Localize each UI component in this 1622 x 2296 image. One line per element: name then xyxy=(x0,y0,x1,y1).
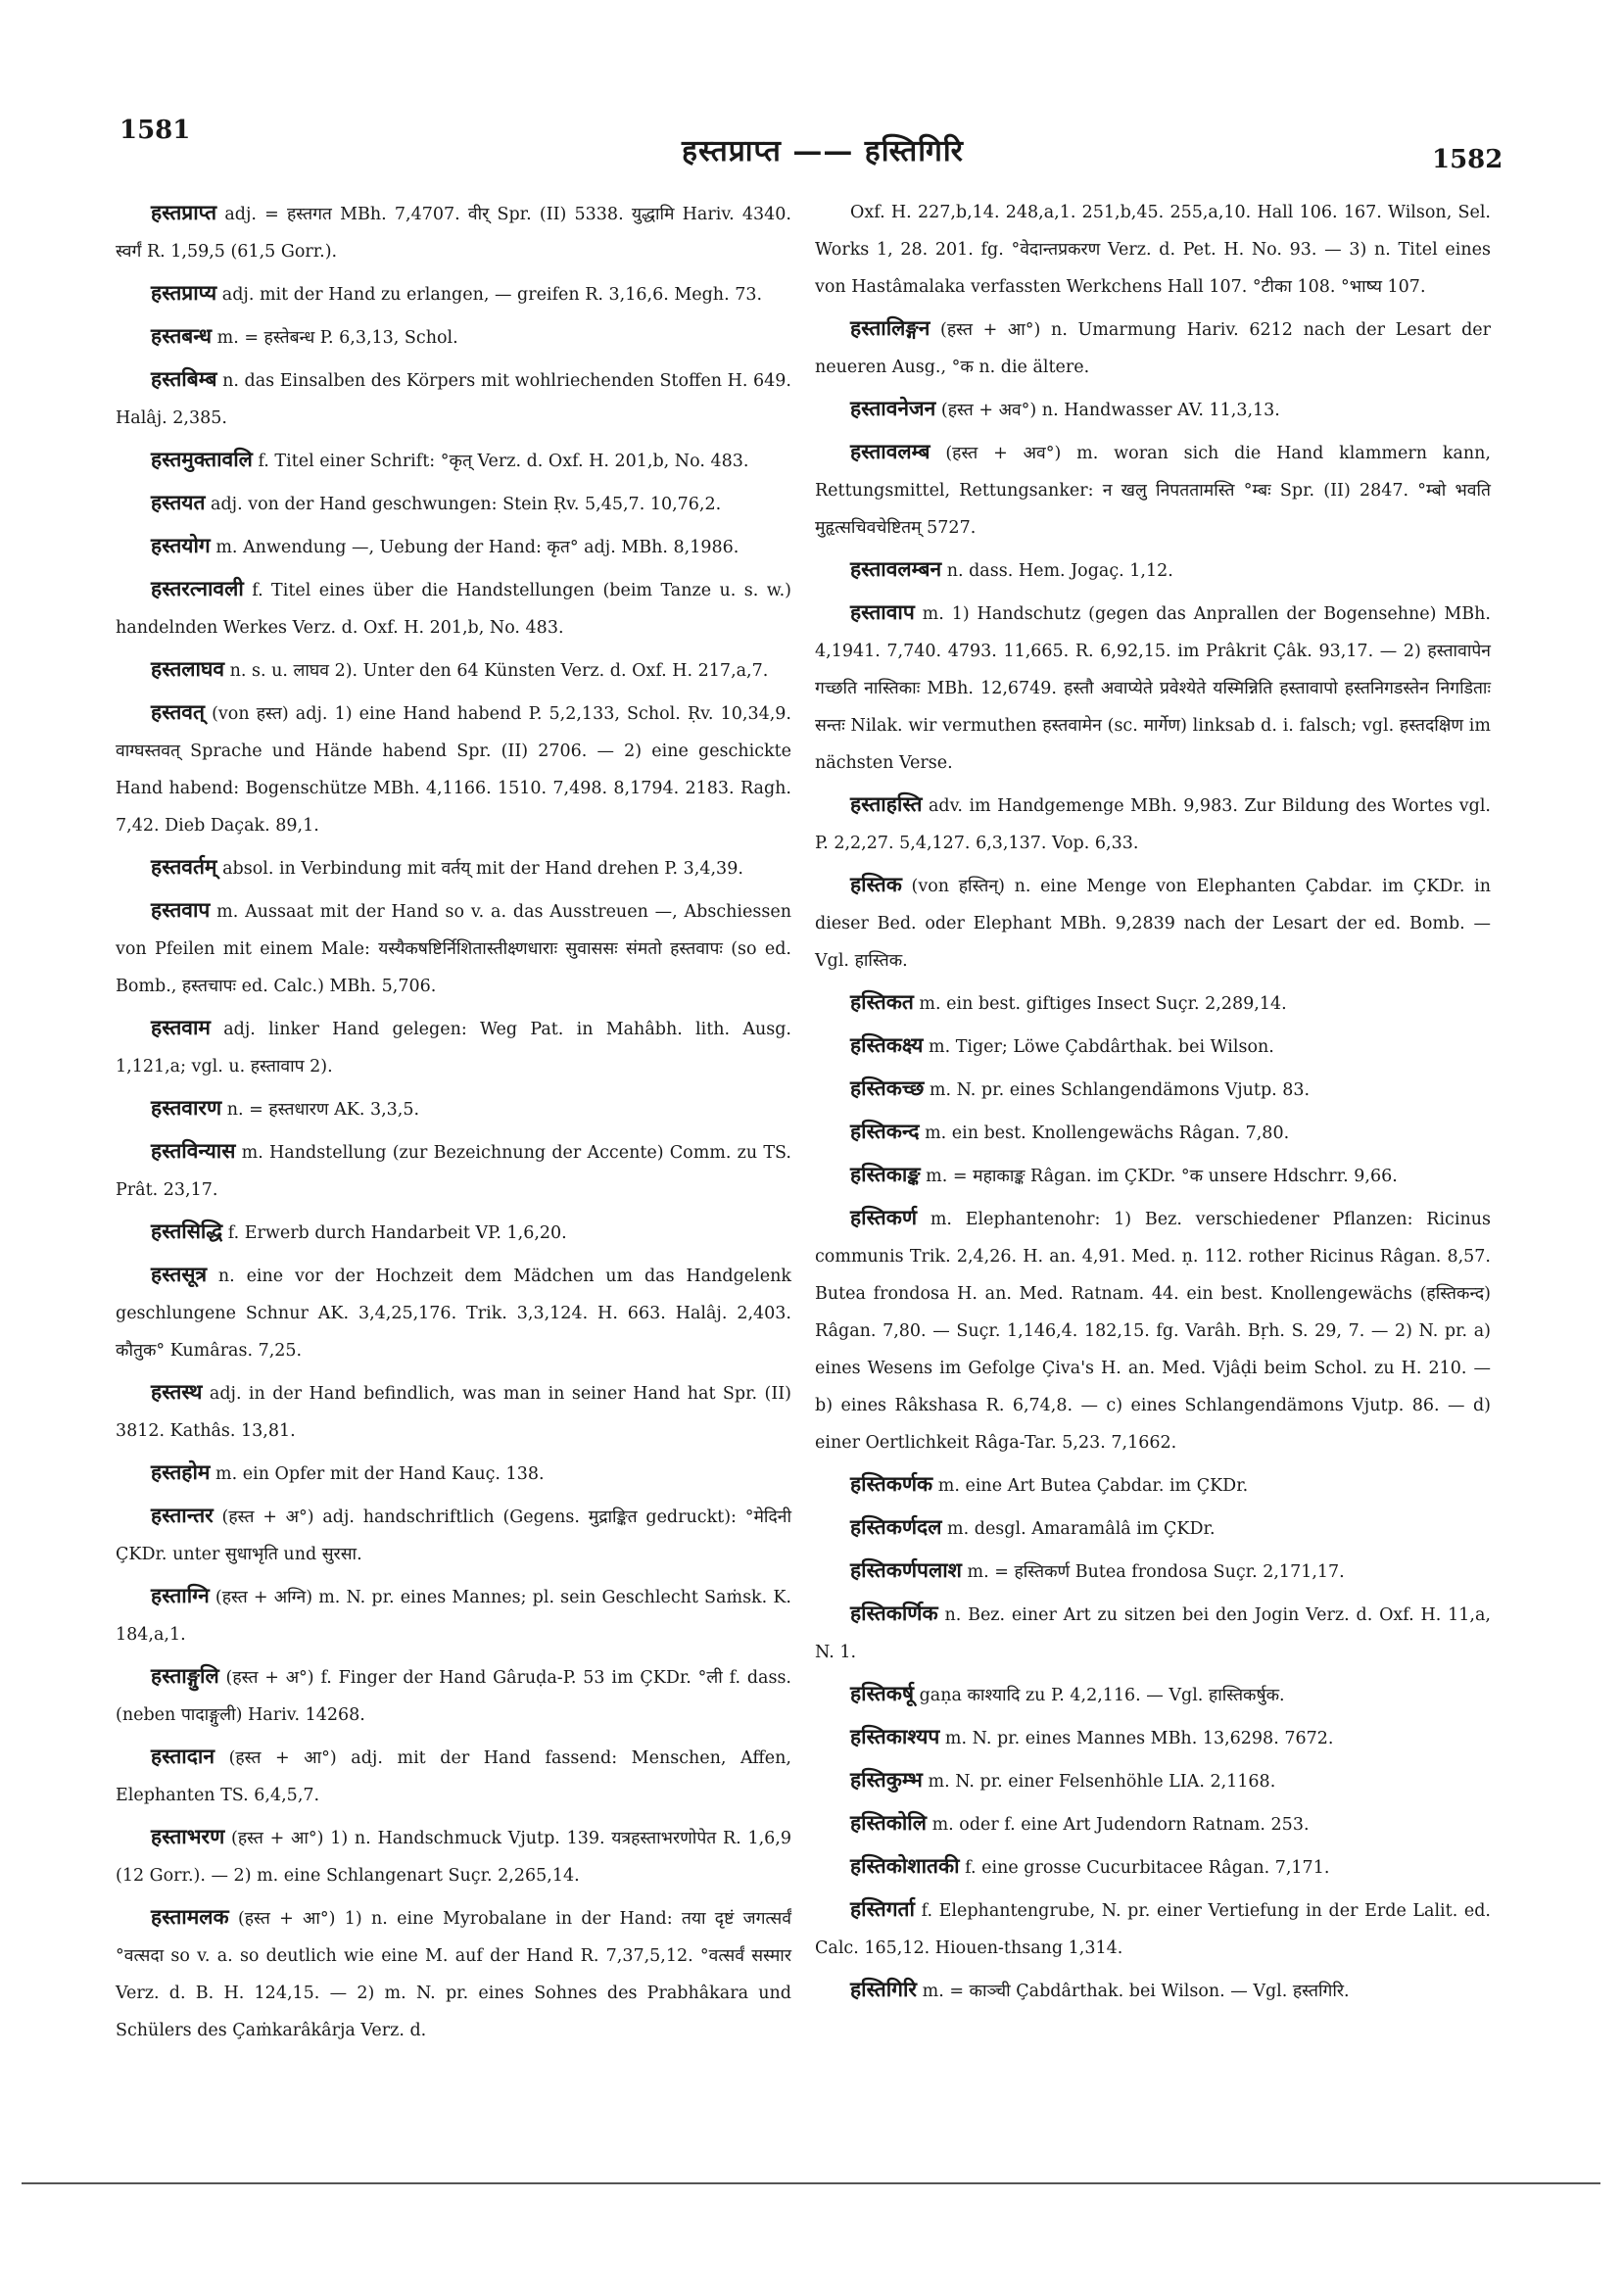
entry-text: absol. in Verbindung mit वर्तय् mit der Hand drehen P. 3,4,39. xyxy=(222,859,743,879)
entry-text: (हस्त + आ°) adj. mit der Hand fassend: Menschen, Affen, Elephanten TS. 6,4,5,7. xyxy=(116,1748,791,1805)
entry-text: m. = हस्तिकर्ण Butea frondosa Suçr. 2,171,17. xyxy=(967,1562,1345,1582)
entry-text: f. Titel einer Schrift: °कृत् Verz. d. Oxf. H. 201,b, No. 483. xyxy=(258,452,749,471)
dictionary-entry xyxy=(815,1595,1491,1671)
entry-headword: हस्तालिङ्गन xyxy=(850,315,930,340)
entry-text: m. = काञ्ची Çabdârthak. bei Wilson. — Vgl. हस्तगिरि. xyxy=(922,1982,1350,2001)
dictionary-entry xyxy=(116,274,791,313)
entry-headword: हस्तावलम्बन xyxy=(850,556,942,581)
dictionary-entry xyxy=(815,1890,1491,1967)
entry-text: m. oder f. eine Art Judendorn Ratnam. 253. xyxy=(931,1815,1310,1835)
dictionary-entry xyxy=(116,848,791,887)
dictionary-entry xyxy=(815,194,1491,306)
dictionary-entry xyxy=(116,360,791,437)
entry-text: m. 1) Handschutz (gegen das Anprallen der Bogensehne) MBh. 4,1941. 7,740. 4793. 11,665. R. 6,92,15. im Prâkrit Çâk. 93,17. — 2) हस्तावापेन गच्छति नास्तिकाः MBh. 12,6749. हस्तौ अवाप्येते प्रवेश्येते यस्मिन्निति हस्तावापो हस्तनिगडस्तेन निगडिताः सन्तः Nilak. wir vermuthen हस्तवामेन (sc. मार्गेण) linksab d. i. falsch; vgl. हस्तदक्षिण im nächsten Verse. xyxy=(815,604,1491,773)
entry-text: n. eine vor der Hochzeit dem Mädchen um das Handgelenk geschlungene Schnur AK. 3,4,25,176. Trik. 3,3,124. H. 663. Halâj. 2,403. कौतुक° Kumâras. 7,25. xyxy=(116,1267,791,1361)
entry-headword: हस्तबिम्ब xyxy=(151,366,217,391)
entry-text: m. ein best. Knollengewächs Râgan. 7,80. xyxy=(925,1124,1290,1143)
dictionary-entry xyxy=(815,1552,1491,1591)
dictionary-entry xyxy=(815,1465,1491,1505)
entry-text: f. Titel eines über die Handstellungen (beim Tanze u. s. w.) handelnden Werkes Verz. d. Oxf. H. 201,b, No. 483. xyxy=(116,581,791,638)
dictionary-entry xyxy=(116,1213,791,1252)
entry-headword: हस्तिगिरि xyxy=(850,1977,918,2001)
entry-headword: हस्तलाघव xyxy=(151,656,225,681)
entry-headword: हस्तिकर्णपलाश xyxy=(850,1557,962,1582)
entry-headword: हस्तरत्नावली xyxy=(151,576,244,600)
dictionary-entry xyxy=(116,891,791,1005)
dictionary-entry xyxy=(116,570,791,646)
dictionary-entry xyxy=(815,550,1491,590)
dictionary-entry xyxy=(815,1971,1491,2010)
entry-headword: हस्तिकन्द xyxy=(850,1119,920,1143)
column-left xyxy=(116,194,791,2053)
entry-text: m. Elephantenohr: 1) Bez. verschiedener Pflanzen: Ricinus communis Trik. 2,4,26. H. an. 4,91. Med. ṇ. 112. rother Ricinus Râgan. 8,57. Butea frondosa H. an. Med. Ratnam. 44. ein best. Knollengewächs (हस्तिकन्द) Râgan. 7,80. — Suçr. 1,146,4. 182,15. fg. Varâh. Bṛh. S. 29, 7. — 2) N. pr. a) eines Wesens im Gefolge Çiva's H. an. Med. Vjâḍi beim Schol. zu H. 210. — b) eines Râkshasa R. 6,74,8. — c) eines Schlangendämons Vjutp. 86. — d) einer Oertlichkeit Râga-Tar. 5,23. 7,1662. xyxy=(815,1210,1491,1453)
entry-text: m. N. pr. eines Mannes MBh. 13,6298. 7672. xyxy=(944,1729,1334,1748)
entry-text: (von हस्तिन्) n. eine Menge von Elephanten Çabdar. im ÇKDr. in dieser Bed. oder Elephant MBh. 9,2839 nach der Lesart der ed. Bomb. — Vgl. हास्तिक. xyxy=(815,877,1491,971)
entry-headword: हस्तमुक्तावलि xyxy=(151,447,253,471)
entry-headword: हस्ताग्नि xyxy=(151,1583,210,1607)
dictionary-entry xyxy=(116,694,791,844)
entry-headword: हस्तवत् xyxy=(151,699,205,724)
entry-text: n. dass. Hem. Jogaç. 1,12. xyxy=(946,561,1173,581)
entry-text: (हस्त + आ°) 1) n. Handschmuck Vjutp. 139. यत्रहस्ताभरणोपेत R. 1,6,9 (12 Gorr.). — 2) m. eine Schlangenart Suçr. 2,265,14. xyxy=(116,1829,791,1886)
entry-text: adv. im Handgemenge MBh. 9,983. Zur Bildung des Wortes vgl. P. 2,2,27. 5,4,127. 6,3,137. Vop. 6,33. xyxy=(815,796,1491,853)
entry-headword: हस्ताङ्गुलि xyxy=(151,1663,219,1688)
entry-headword: हस्तसिद्धि xyxy=(151,1219,223,1243)
entry-headword: हस्ताहस्ति xyxy=(850,791,923,816)
dictionary-entry xyxy=(815,1718,1491,1757)
dictionary-entry xyxy=(116,1009,791,1085)
entry-headword: हस्तान्तर xyxy=(151,1503,214,1527)
entry-headword: हस्तावलम्ब xyxy=(850,439,930,463)
dictionary-entry xyxy=(815,1508,1491,1548)
entry-text: m. Handstellung (zur Bezeichnung der Accente) Comm. zu TS. Prât. 23,17. xyxy=(116,1143,791,1200)
dictionary-entry xyxy=(815,594,1491,782)
dictionary-entry xyxy=(116,1497,791,1573)
entry-headword: हस्तिकक्ष्य xyxy=(850,1032,924,1057)
dictionary-entry xyxy=(116,1132,791,1209)
entry-headword: हस्तविन्यास xyxy=(151,1138,236,1163)
dictionary-entry xyxy=(116,441,791,480)
entry-text: (हस्त + अ°) adj. handschriftlich (Gegens. मुद्राङ्कित gedruckt): °मेदिनी ÇKDr. unter सुधाभृति und सुरसा. xyxy=(116,1507,791,1564)
entry-text: m. N. pr. eines Schlangendämons Vjutp. 83. xyxy=(929,1080,1311,1100)
entry-headword: हस्तिकर्णिक xyxy=(850,1601,938,1625)
entry-text: m. = महाकाङ्क Râgan. im ÇKDr. °क unsere Hdschrr. 9,66. xyxy=(926,1167,1398,1186)
entry-headword: हस्तसूत्र xyxy=(151,1262,208,1286)
entry-text: n. das Einsalben des Körpers mit wohlriechenden Stoffen H. 649. Halâj. 2,385. xyxy=(116,371,791,428)
entry-headword: हस्तिकोशातकी xyxy=(850,1853,960,1878)
page-number-right: 1582 xyxy=(1432,145,1503,174)
entry-text: Oxf. H. 227,b,14. 248,a,1. 251,b,45. 255,a,10. Hall 106. 167. Wilson, Sel. Works 1, 28. 201. fg. °वेदान्तप्रकरण Verz. d. Pet. H. No. 93. — 3) n. Titel eines von Hastâmalaka verfassten Werkchens Hall 107. °टीका 108. °भाष्य 107. xyxy=(815,203,1491,297)
entry-text: (हस्त + आ°) 1) n. eine Myrobalane in der Hand: तया दृष्टं जगत्सर्वं °वत्सदा so v. a. so deutlich wie eine M. auf der Hand R. 7,37,5,12. °वत्सर्वं सस्मार Verz. d. B. H. 124,15. — 2) m. N. pr. eines Sohnes des Prabhâkara und Schülers des Çaṁkarâkârja Verz. d. xyxy=(116,1909,791,2040)
entry-headword: हस्तिगर्ता xyxy=(850,1896,915,1921)
dictionary-entry xyxy=(815,866,1491,980)
entry-headword: हस्तिकोलि xyxy=(850,1810,927,1835)
dictionary-entry xyxy=(116,1657,791,1734)
entry-headword: हस्तवारण xyxy=(151,1095,222,1120)
entry-headword: हस्तहोम xyxy=(151,1459,211,1484)
dictionary-entry xyxy=(815,433,1491,547)
entry-text: (हस्त + अ°) f. Finger der Hand Gâruḍa-P. 53 im ÇKDr. °ली f. dass. (neben पादाङ्गुली) Hariv. 14268. xyxy=(116,1668,791,1725)
dictionary-entry xyxy=(116,1577,791,1653)
entry-headword: हस्तिकत xyxy=(850,989,914,1014)
entry-text: f. Elephantengrube, N. pr. einer Vertiefung in der Erde Lalit. ed. Calc. 165,12. Hiouen-thsang 1,314. xyxy=(815,1901,1491,1958)
entry-text: m. ein best. giftiges Insect Suçr. 2,289,14. xyxy=(919,994,1287,1014)
dictionary-entry xyxy=(116,1898,791,2049)
dictionary-entry xyxy=(815,1847,1491,1887)
bottom-rule xyxy=(22,2182,1600,2184)
entry-headword: हस्तवाम xyxy=(151,1015,211,1039)
entry-headword: हस्तवाप xyxy=(151,897,211,922)
entry-text: adj. = हस्तगत MBh. 7,4707. वीर् Spr. (II) 5338. युद्धामि Hariv. 4340. स्वर्गं R. 1,59,5 (61,5 Gorr.). xyxy=(116,205,791,262)
entry-text: m. ein Opfer mit der Hand Kauç. 138. xyxy=(215,1464,545,1484)
entry-headword: हस्तामलक xyxy=(151,1904,229,1929)
entry-headword: हस्तिकर्णदल xyxy=(850,1514,942,1539)
entry-text: (हस्त + अव°) m. woran sich die Hand klammern kann, Rettungsmittel, Rettungsanker: न खलु निपततामस्ति °म्बः Spr. (II) 2847. °म्बो भवति मुहृत्सचिवचेष्टितम् 5727. xyxy=(815,444,1491,538)
dictionary-entry xyxy=(116,194,791,270)
entry-headword: हस्तस्थ xyxy=(151,1379,203,1404)
dictionary-entry xyxy=(815,1113,1491,1152)
entry-headword: हस्तावाप xyxy=(850,599,915,624)
dictionary-entry xyxy=(116,484,791,523)
dictionary-entry xyxy=(815,983,1491,1023)
entry-text: m. Tiger; Löwe Çabdârthak. bei Wilson. xyxy=(928,1037,1274,1057)
dictionary-entry xyxy=(116,1373,791,1450)
entry-text: (हस्त + अव°) n. Handwasser AV. 11,3,13. xyxy=(940,401,1280,420)
entry-text: m. Anwendung —, Uebung der Hand: कृत° adj. MBh. 8,1986. xyxy=(215,538,739,557)
entry-text: (von हस्त) adj. 1) eine Hand habend P. 5,2,133, Schol. Ṛv. 10,34,9. वाग्घस्तवत् Sprache und Hände habend Spr. (II) 2706. — 2) eine geschickte Hand habend: Bogenschütze MBh. 4,1166. 1510. 7,498. 8,1794. 2183. Ragh. 7,42. Dieb Daçak. 89,1. xyxy=(116,704,791,836)
dictionary-entry xyxy=(815,1156,1491,1195)
entry-headword: हस्तिक xyxy=(850,872,902,896)
entry-headword: हस्तबन्ध xyxy=(151,323,213,348)
entry-text: f. Erwerb durch Handarbeit VP. 1,6,20. xyxy=(227,1223,567,1243)
dictionary-entry xyxy=(815,310,1491,386)
dictionary-entry xyxy=(815,1804,1491,1843)
dictionary-entry xyxy=(815,390,1491,429)
entry-headword: हस्तयोग xyxy=(151,533,211,557)
dictionary-entry xyxy=(815,1199,1491,1461)
entry-text: gaṇa काश्यादि zu P. 4,2,116. — Vgl. हास्तिकर्षुक. xyxy=(919,1686,1285,1705)
page-number-left: 1581 xyxy=(119,116,191,145)
entry-headword: हस्तवर्तम् xyxy=(151,854,217,879)
entry-text: n. s. u. लाघव 2). Unter den 64 Künsten Verz. d. Oxf. H. 217,a,7. xyxy=(229,661,769,681)
entry-headword: हस्तिकाश्यप xyxy=(850,1724,940,1748)
entry-text: m. N. pr. einer Felsenhöhle LIA. 2,1168. xyxy=(928,1772,1276,1792)
dictionary-entry xyxy=(116,1454,791,1493)
entry-headword: हस्तप्राप्य xyxy=(151,280,217,305)
entry-headword: हस्तप्राप्त xyxy=(151,200,217,224)
dictionary-entry xyxy=(116,1089,791,1128)
dictionary-entry xyxy=(116,650,791,690)
entry-text: (हस्त + अग्नि) m. N. pr. eines Mannes; pl. sein Geschlecht Saṁsk. K. 184,a,1. xyxy=(116,1588,791,1645)
column-right xyxy=(815,194,1491,2014)
running-head: हस्तप्राप्त —— हस्तिगिरि xyxy=(682,134,964,168)
entry-headword: हस्तिकाङ्क xyxy=(850,1162,921,1186)
entry-text: adj. mit der Hand zu erlangen, — greifen R. 3,16,6. Megh. 73. xyxy=(221,285,763,305)
entry-headword: हस्तादान xyxy=(151,1744,215,1768)
dictionary-entry xyxy=(815,1675,1491,1714)
dictionary-entry xyxy=(116,1738,791,1814)
entry-text: f. eine grosse Cucurbitacee Râgan. 7,171. xyxy=(965,1858,1330,1878)
dictionary-entry xyxy=(815,786,1491,862)
dictionary-entry xyxy=(116,317,791,357)
dictionary-entry xyxy=(116,1256,791,1369)
entry-text: m. = हस्तेबन्ध P. 6,3,13, Schol. xyxy=(216,328,458,348)
dictionary-entry xyxy=(116,527,791,566)
entry-headword: हस्तिकच्छ xyxy=(850,1076,925,1100)
dictionary-entry xyxy=(815,1027,1491,1066)
entry-text: n. Bez. einer Art zu sitzen bei den Jogin Verz. d. Oxf. H. 11,a, N. 1. xyxy=(815,1605,1491,1662)
entry-text: m. desgl. Amaramâlâ im ÇKDr. xyxy=(947,1519,1216,1539)
entry-text: m. eine Art Butea Çabdar. im ÇKDr. xyxy=(937,1476,1249,1496)
entry-headword: हस्तिकर्ण xyxy=(850,1205,918,1229)
entry-text: adj. von der Hand geschwungen: Stein Ṛv. 5,45,7. 10,76,2. xyxy=(211,495,722,514)
entry-headword: हस्तावनेजन xyxy=(850,396,936,420)
dictionary-entry xyxy=(815,1070,1491,1109)
entry-text: (हस्त + आ°) n. Umarmung Hariv. 6212 nach der Lesart der neueren Ausg., °क n. die ältere. xyxy=(815,320,1491,377)
entry-headword: हस्ताभरण xyxy=(151,1824,225,1848)
entry-text: adj. in der Hand befindlich, was man in seiner Hand hat Spr. (II) 3812. Kathâs. 13,81. xyxy=(116,1384,791,1441)
entry-text: m. Aussaat mit der Hand so v. a. das Ausstreuen —, Abschiessen von Pfeilen mit einem Male: यस्यैकषष्टिर्निशितास्तीक्ष्णधाराः सुवाससः संमतो हस्तवापः (so ed. Bomb., हस्तचापः ed. Calc.) MBh. 5,706. xyxy=(116,902,791,996)
entry-text: adj. linker Hand gelegen: Weg Pat. in Mahâbh. lith. Ausg. 1,121,a; vgl. u. हस्तावाप 2). xyxy=(116,1020,791,1076)
dictionary-entry xyxy=(116,1818,791,1894)
entry-headword: हस्तयत xyxy=(151,490,206,514)
entry-headword: हस्तिकुम्भ xyxy=(850,1767,923,1792)
dictionary-entry xyxy=(815,1761,1491,1800)
entry-headword: हस्तिकर्णक xyxy=(850,1471,933,1496)
entry-headword: हस्तिकर्षू xyxy=(850,1681,914,1705)
entry-text: n. = हस्तधारण AK. 3,3,5. xyxy=(226,1100,420,1120)
